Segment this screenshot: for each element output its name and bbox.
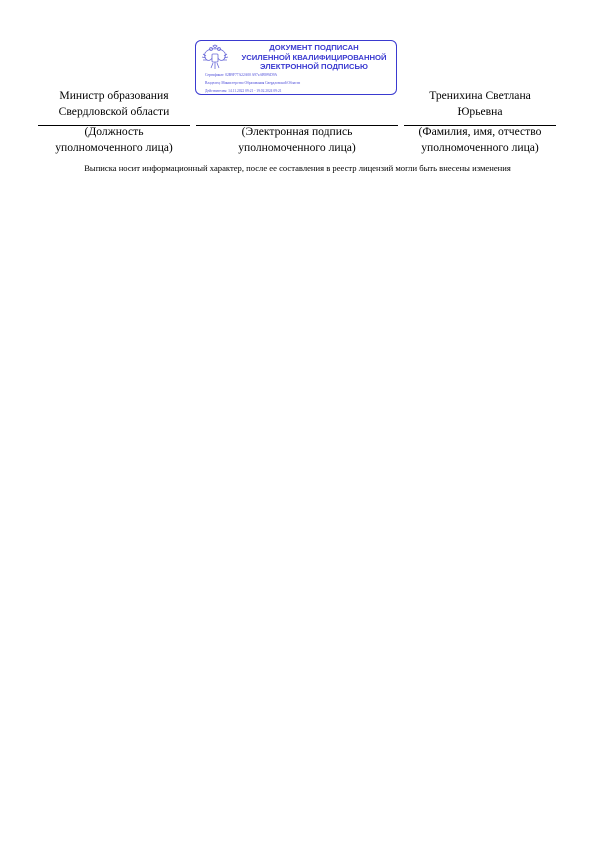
stamp-validity: Действителен: 14.11.2022 09:21 - 19.02.2024 09:21 [205,89,282,93]
name-caption [394,124,566,156]
stamp-owner: Владелец: Министерство Образования Свердловской Области [205,81,301,85]
stamp-title-line: ДОКУМЕНТ ПОДПИСАН [269,43,359,52]
name-value [404,88,556,120]
caption-line: уполномоченного лица) [238,141,356,154]
position-line: Свердловской области [58,105,170,118]
caption-line: (Фамилия, имя, отчество [418,125,542,138]
caption-line: уполномоченного лица) [55,141,173,154]
caption-line: (Электронная подпись [241,125,353,138]
name-line: Тренихина Светлана [429,89,531,102]
signature-caption [206,124,388,156]
stamp-title-line: УСИЛЕННОЙ КВАЛИФИЦИРОВАННОЙ [241,52,387,62]
stamp-certificate: Сертификат: 02B9F77A22A00 A97a 6B9F6D9A [205,73,278,77]
position-caption [34,124,194,156]
position-value [38,88,190,120]
stamp-title [232,43,396,72]
caption-line: (Должность [84,125,144,138]
electronic-signature-stamp [195,40,397,95]
stamp-title-line: ЭЛЕКТРОННОЙ ПОДПИСЬЮ [260,62,368,71]
name-line: Юрьевна [457,105,503,118]
coat-of-arms-icon [200,44,230,72]
caption-line: уполномоченного лица) [421,141,539,154]
information-notice: Выписка носит информационный характер, после ее составления в реестр лицензий могли быть внесены изменения [84,163,511,173]
position-line: Министр образования [59,89,169,102]
